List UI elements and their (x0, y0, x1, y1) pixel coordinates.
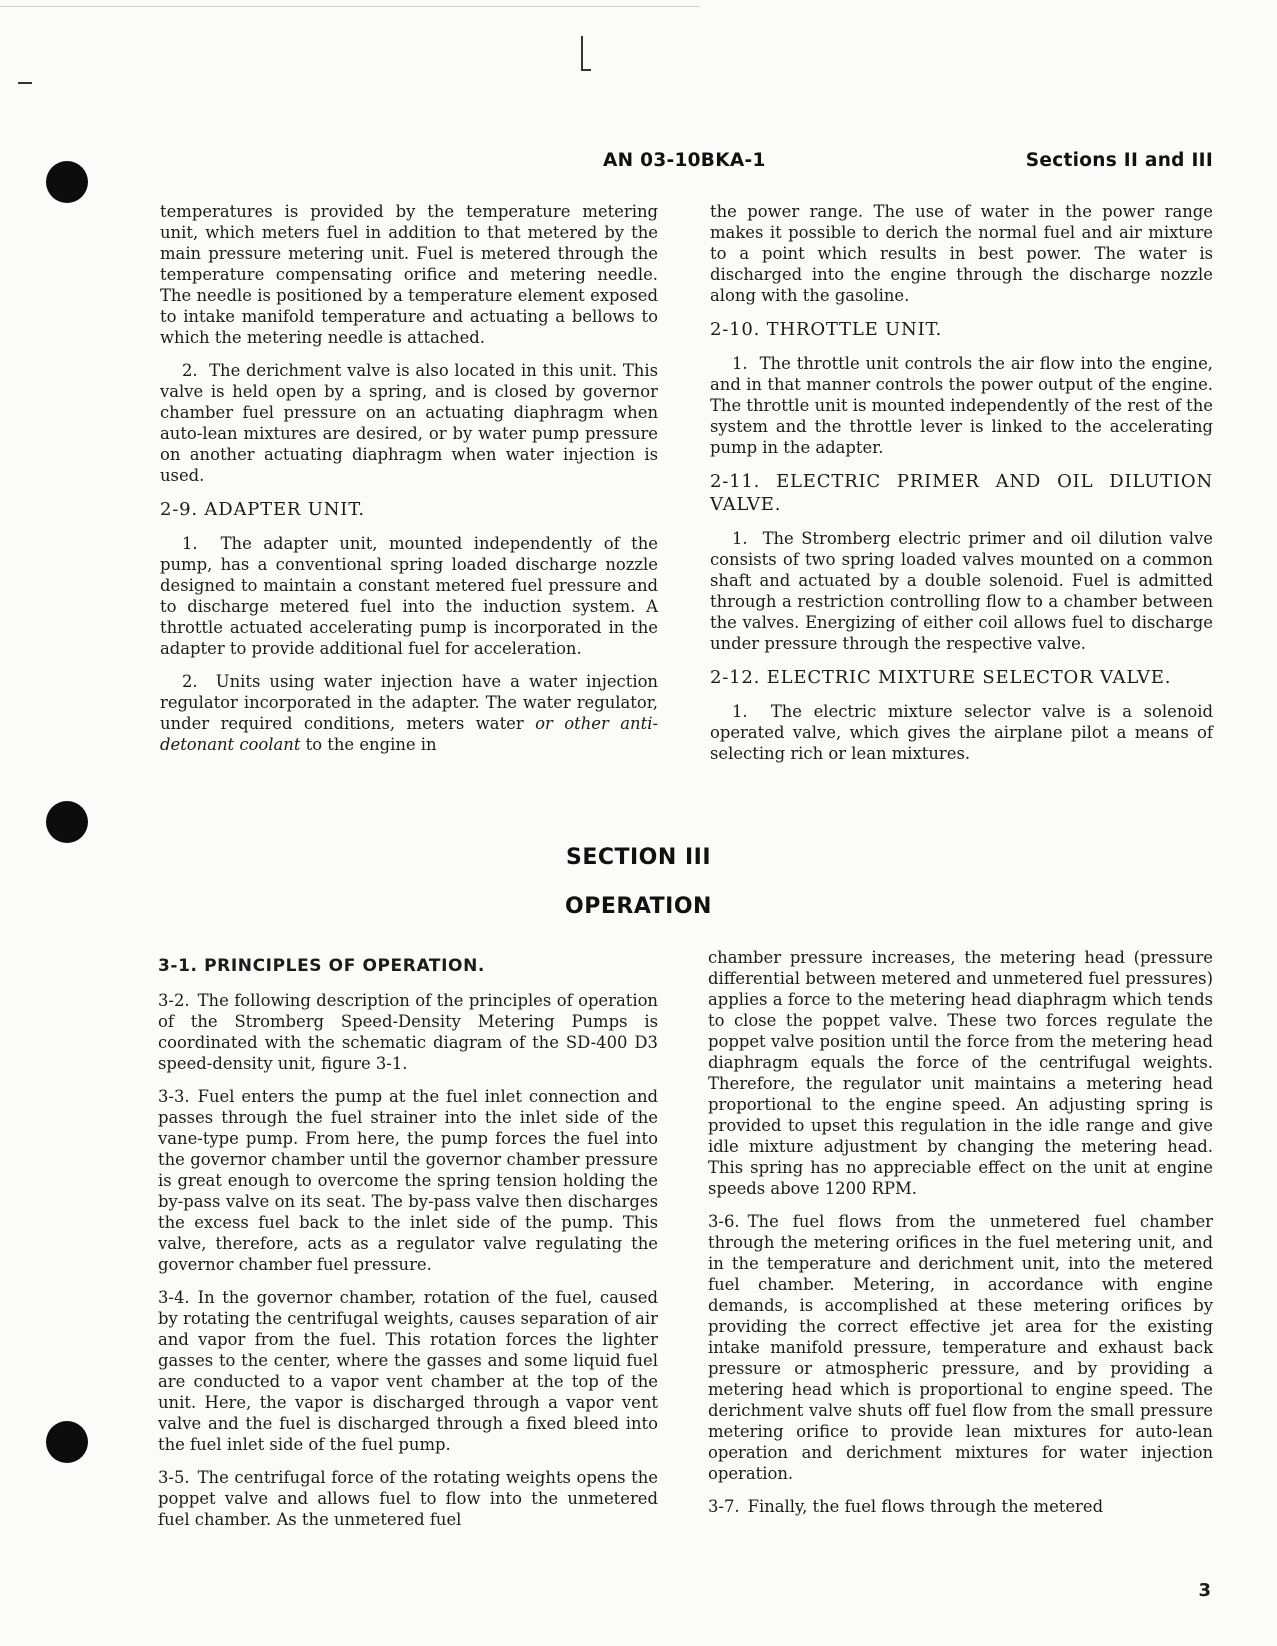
section-title: OPERATION (565, 894, 712, 919)
paragraph-text: The adapter unit, mounted independently of the pump, has a conventional spring loaded discharge nozzle designed to maintain a constant metered fuel pressure and to discharge metered fuel into the induction system. A throttle actuated accelerating pump is incorporated in the adapter to provide additional fuel for acceleration. (160, 534, 659, 658)
scan-mark (581, 36, 583, 70)
paragraph (160, 360, 658, 486)
paragraph-text: The throttle unit controls the air flow into the engine, and in that manner controls the power output of the engine. The throttle unit is mounted independently of the rest of the system and the throttle lever is linked to the accelerating pump in the adapter. (710, 354, 1213, 457)
paragraph (160, 533, 658, 659)
scan-mark (581, 69, 591, 71)
paragraph-number: 2. (182, 672, 198, 691)
paragraph-text: The centrifugal force of the rotating weights opens the poppet valve and allows fuel to flow into the unmetered fuel chamber. As the unmetered fuel (158, 1468, 658, 1529)
paragraph-text: The derichment valve is also located in this unit. This valve is held open by a spring, and is closed by governor chamber fuel pressure on an actuating diaphragm when auto-lean mixtures are desired, or by water pump pressure on another actuating diaphragm when water injection is used. (160, 361, 658, 485)
sections-label: Sections II and III (1025, 150, 1213, 171)
paragraph-number: 1. (732, 354, 748, 373)
paragraph-text: The fuel flows from the unmetered fuel chamber through the metering orifices in the fuel metering unit, and in the temperature and derichment unit, into the metered fuel chamber. Metering, in accordance with engine demands, is accomplished at these metering orifices by providing the correct effective jet area for the existing intake manifold pressure, temperature and exhaust back pressure or atmospheric pressure, and by providing a metering head which is proportional to engine speed. The derichment valve shuts off fuel flow from the small pressure metering orifice to provide lean mixtures for auto-lean operation and derichment mixtures for water injection operation. (708, 1212, 1213, 1483)
paragraph-text: to the engine in (300, 735, 437, 754)
paragraph-text: Fuel enters the pump at the fuel inlet connection and passes through the fuel strainer into the inlet side of the vane-type pump. From here, the pump forces the fuel into the governor chamber until the governor chamber pressure is great enough to overcome the spring tension holding the by-pass valve on its seat. The by-pass valve then discharges the excess fuel back to the inlet side of the pump. This valve, therefore, acts as a regulator valve regulating the governor chamber fuel pressure. (158, 1087, 658, 1274)
paragraph-continued: the power range. The use of water in the power range makes it possible to derich the normal fuel and air mixture to a point which results in best power. The water is discharged into the engine through the discharge nozzle along with the gasoline. (710, 202, 1213, 305)
page-number: 3 (1198, 1580, 1211, 1601)
paragraph-number: 1. (182, 534, 198, 553)
bottom-left-column (158, 947, 658, 1542)
paragraph (158, 1287, 658, 1455)
heading-throttle-unit: 2-10. THROTTLE UNIT. (710, 319, 943, 340)
paragraph-number: 3-4. (158, 1288, 190, 1307)
page-edge-line (0, 6, 700, 7)
paragraph-text: The electric mixture selector valve is a solenoid operated valve, which gives the airplane pilot a means of selecting rich or lean mixtures. (710, 702, 1214, 763)
paragraph-number: 3-3. (158, 1087, 190, 1106)
paragraph (160, 671, 658, 755)
paragraph-number: 2. (182, 361, 198, 380)
paragraph-number: 3-5. (158, 1468, 190, 1487)
paragraph-number: 1. (732, 529, 748, 548)
paragraph-continued: chamber pressure increases, the metering head (pressure differential between metered and unmetered fuel pressures) applies a force to the metering head diaphragm which tends to close the poppet valve. These two forces regulate the poppet valve position until the force from the metering head diaphragm equals the force of the centrifugal weights. Therefore, the regulator unit maintains a metering head proportional to the engine speed. An adjusting spring is provided to upset this regulation in the idle range and give idle mixture adjustment by changing the metering head. This spring has no appreciable effect on the unit at engine speeds above 1200 RPM. (708, 948, 1213, 1198)
heading-primer-valve: 2-11. ELECTRIC PRIMER AND OIL DILUTION VALVE. (710, 471, 1213, 515)
paragraph-number: 3-7. (708, 1497, 740, 1516)
top-right-column (710, 201, 1213, 776)
binder-hole-top (46, 161, 88, 203)
paragraph (708, 1496, 1213, 1517)
binder-hole-middle (46, 801, 88, 843)
scan-mark (18, 82, 32, 84)
paragraph (158, 990, 658, 1074)
paragraph-text: Units using water injection have a water injection regulator incorporated in the adapter. The water regulator, under required conditions, meters water (160, 672, 658, 733)
heading-principles: 3-1. PRINCIPLES OF OPERATION. (158, 956, 485, 976)
binder-hole-bottom (46, 1421, 88, 1463)
paragraph-continued: temperatures is provided by the temperature metering unit, which meters fuel in addition to that metered by the main pressure metering unit. Fuel is metered through the temperature compensating orifice and metering needle. The needle is positioned by a temperature element exposed to intake manifold temperature and actuating a bellows to which the metering needle is attached. (160, 202, 658, 347)
paragraph-number: 3-2. (158, 991, 190, 1010)
paragraph-number: 3-6. (708, 1212, 740, 1231)
paragraph-text: Finally, the fuel flows through the metered (747, 1497, 1104, 1516)
paragraph-text: The following description of the principles of operation of the Stromberg Speed-Density Metering Pumps is coordinated with the schematic diagram of the SD-400 D3 speed-density unit, figure 3-1. (158, 991, 658, 1073)
paragraph (710, 528, 1213, 654)
paragraph-number: 1. (732, 702, 748, 721)
bottom-right-column (708, 947, 1213, 1529)
paragraph (710, 353, 1213, 458)
heading-adapter-unit: 2-9. ADAPTER UNIT. (160, 499, 365, 520)
paragraph (158, 1467, 658, 1530)
emphasis-text: or other anti-detonant coolant (160, 714, 658, 754)
heading-mixture-selector: 2-12. ELECTRIC MIXTURE SELECTOR VALVE. (710, 667, 1172, 688)
paragraph (708, 1211, 1213, 1484)
paragraph (158, 1086, 658, 1275)
paragraph-text: The Stromberg electric primer and oil dilution valve consists of two spring loaded valves mounted on a common shaft and actuated by a double solenoid. Fuel is admitted through a restriction controlling flow to a chamber between the valves. Energizing of either coil allows fuel to discharge under pressure through the respective valve. (710, 529, 1214, 653)
section-number: SECTION III (565, 845, 712, 870)
top-left-column (160, 201, 658, 767)
doc-number: AN 03-10BKA-1 (603, 150, 766, 171)
paragraph-text: In the governor chamber, rotation of the fuel, caused by rotating the centrifugal weights, causes separation of air and vapor from the fuel. This rotation forces the lighter gasses to the center, where the gasses and some liquid fuel are conducted to a vapor vent chamber at the top of the unit. Here, the vapor is discharged through a vapor vent valve and the fuel is discharged through a fixed bleed into the fuel inlet side of the fuel pump. (158, 1288, 658, 1454)
paragraph (710, 701, 1213, 764)
